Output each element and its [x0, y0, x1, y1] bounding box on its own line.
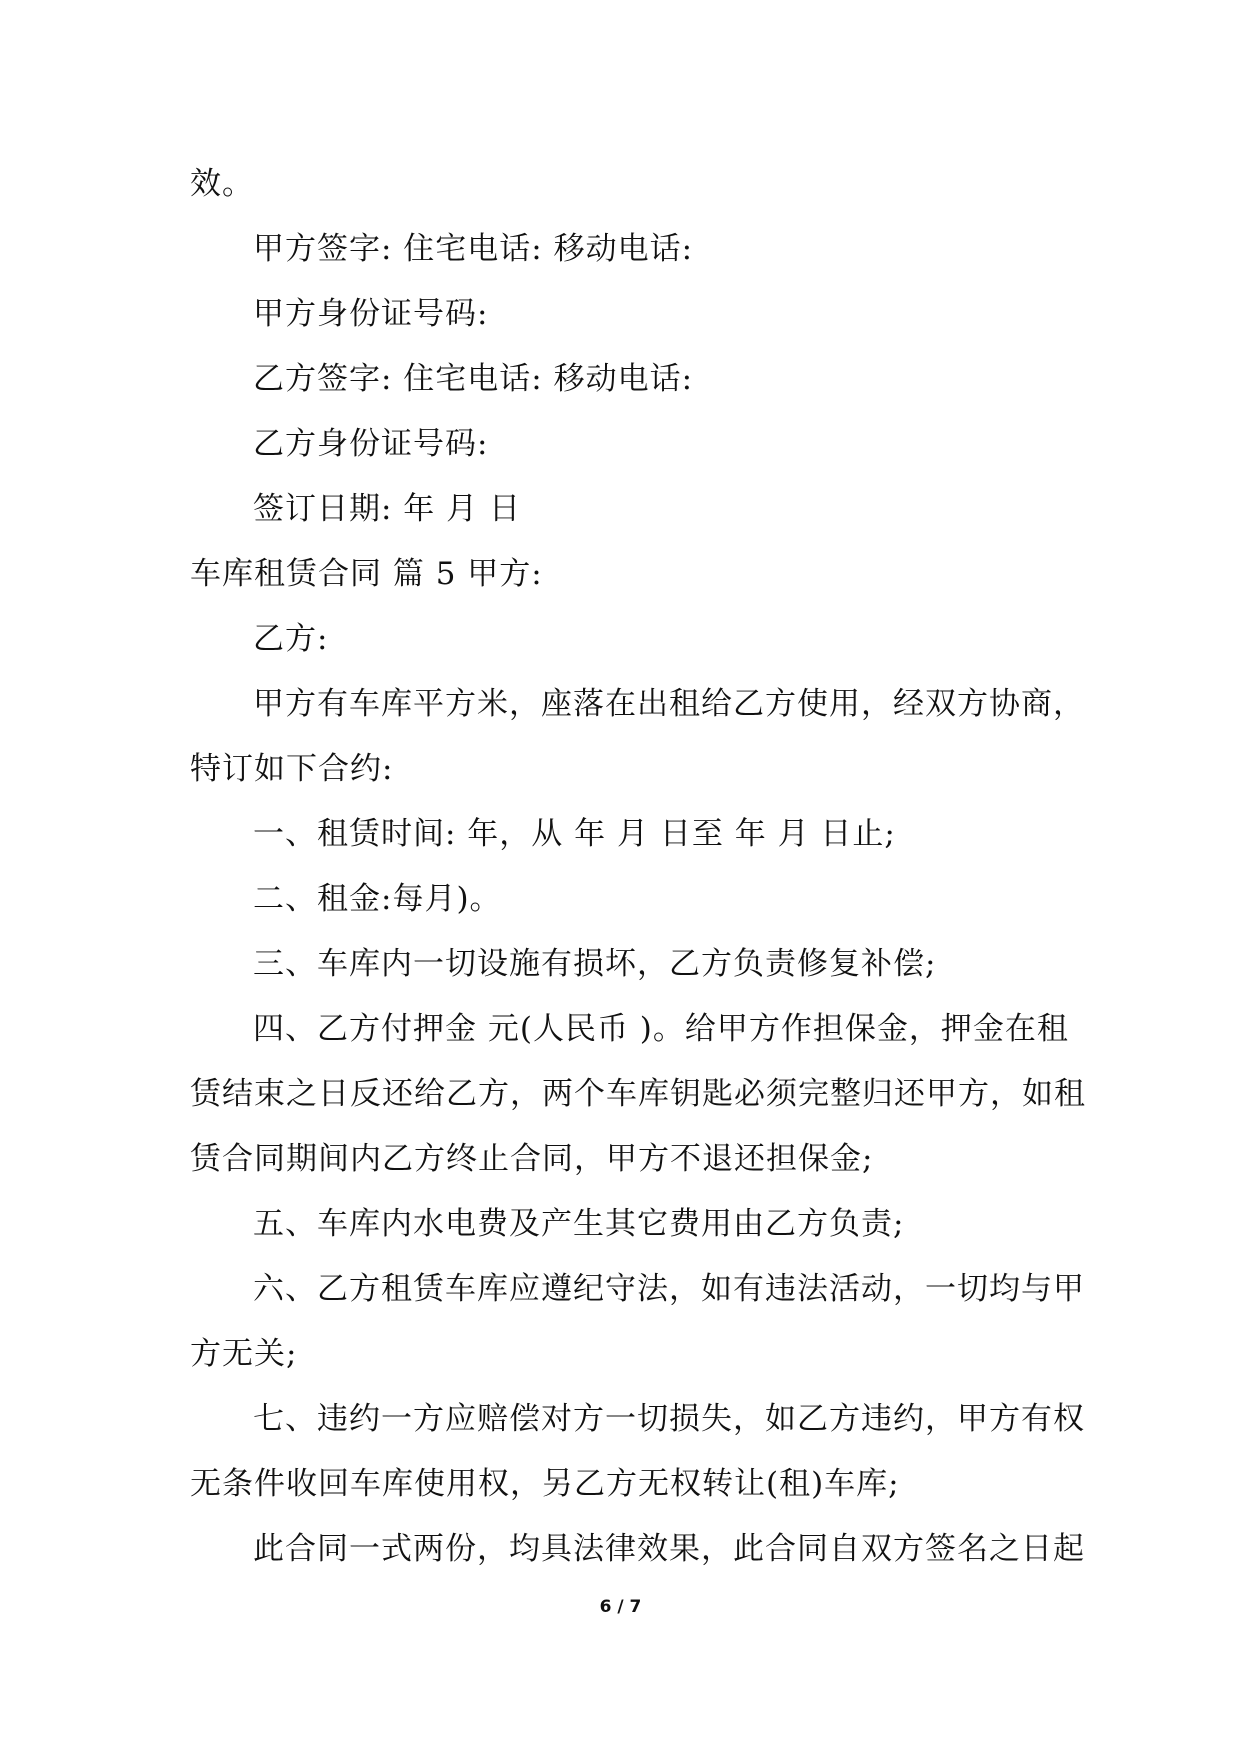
- clause-2: 二、租金:每月)。: [253, 881, 502, 917]
- party-a-signature-line: 甲方签字: 住宅电话: 移动电话:: [253, 231, 694, 267]
- text-line: 特订如下合约:: [190, 751, 394, 787]
- clause-1: 一、租赁时间: 年，从 年 月 日至 年 月 日止;: [253, 816, 896, 852]
- party-b-id-line: 乙方身份证号码:: [253, 426, 489, 462]
- text-line: 此合同一式两份，均具法律效果，此合同自双方签名之日起: [253, 1531, 1085, 1567]
- page-number: 6 / 7: [599, 1597, 642, 1617]
- party-b-line: 乙方:: [253, 621, 329, 657]
- text-line: 赁结束之日反还给乙方，两个车库钥匙必须完整归还甲方，如租: [190, 1076, 1086, 1112]
- text-line: 赁合同期间内乙方终止合同，甲方不退还担保金;: [190, 1141, 874, 1177]
- party-b-signature-line: 乙方签字: 住宅电话: 移动电话:: [253, 361, 694, 397]
- text-line: 无条件收回车库使用权，另乙方无权转让(租)车库;: [190, 1466, 900, 1502]
- clause-5: 五、车库内水电费及产生其它费用由乙方负责;: [253, 1206, 905, 1242]
- clause-4: 四、乙方付押金 元(人民币 )。给甲方作担保金，押金在租: [253, 1011, 1069, 1047]
- clause-3: 三、车库内一切设施有损坏，乙方负责修复补偿;: [253, 946, 937, 982]
- clause-6: 六、乙方租赁车库应遵纪守法，如有违法活动，一切均与甲: [253, 1271, 1085, 1307]
- text-line: 效。: [190, 166, 254, 202]
- signing-date-line: 签订日期: 年 月 日: [253, 491, 522, 527]
- contract-heading: 车库租赁合同 篇 5 甲方:: [190, 556, 543, 592]
- text-line: 甲方有车库平方米，座落在出租给乙方使用，经双方协商，: [253, 686, 1085, 722]
- text-line: 方无关;: [190, 1336, 298, 1372]
- clause-7: 七、违约一方应赔偿对方一切损失，如乙方违约，甲方有权: [253, 1401, 1085, 1437]
- party-a-id-line: 甲方身份证号码:: [253, 296, 489, 332]
